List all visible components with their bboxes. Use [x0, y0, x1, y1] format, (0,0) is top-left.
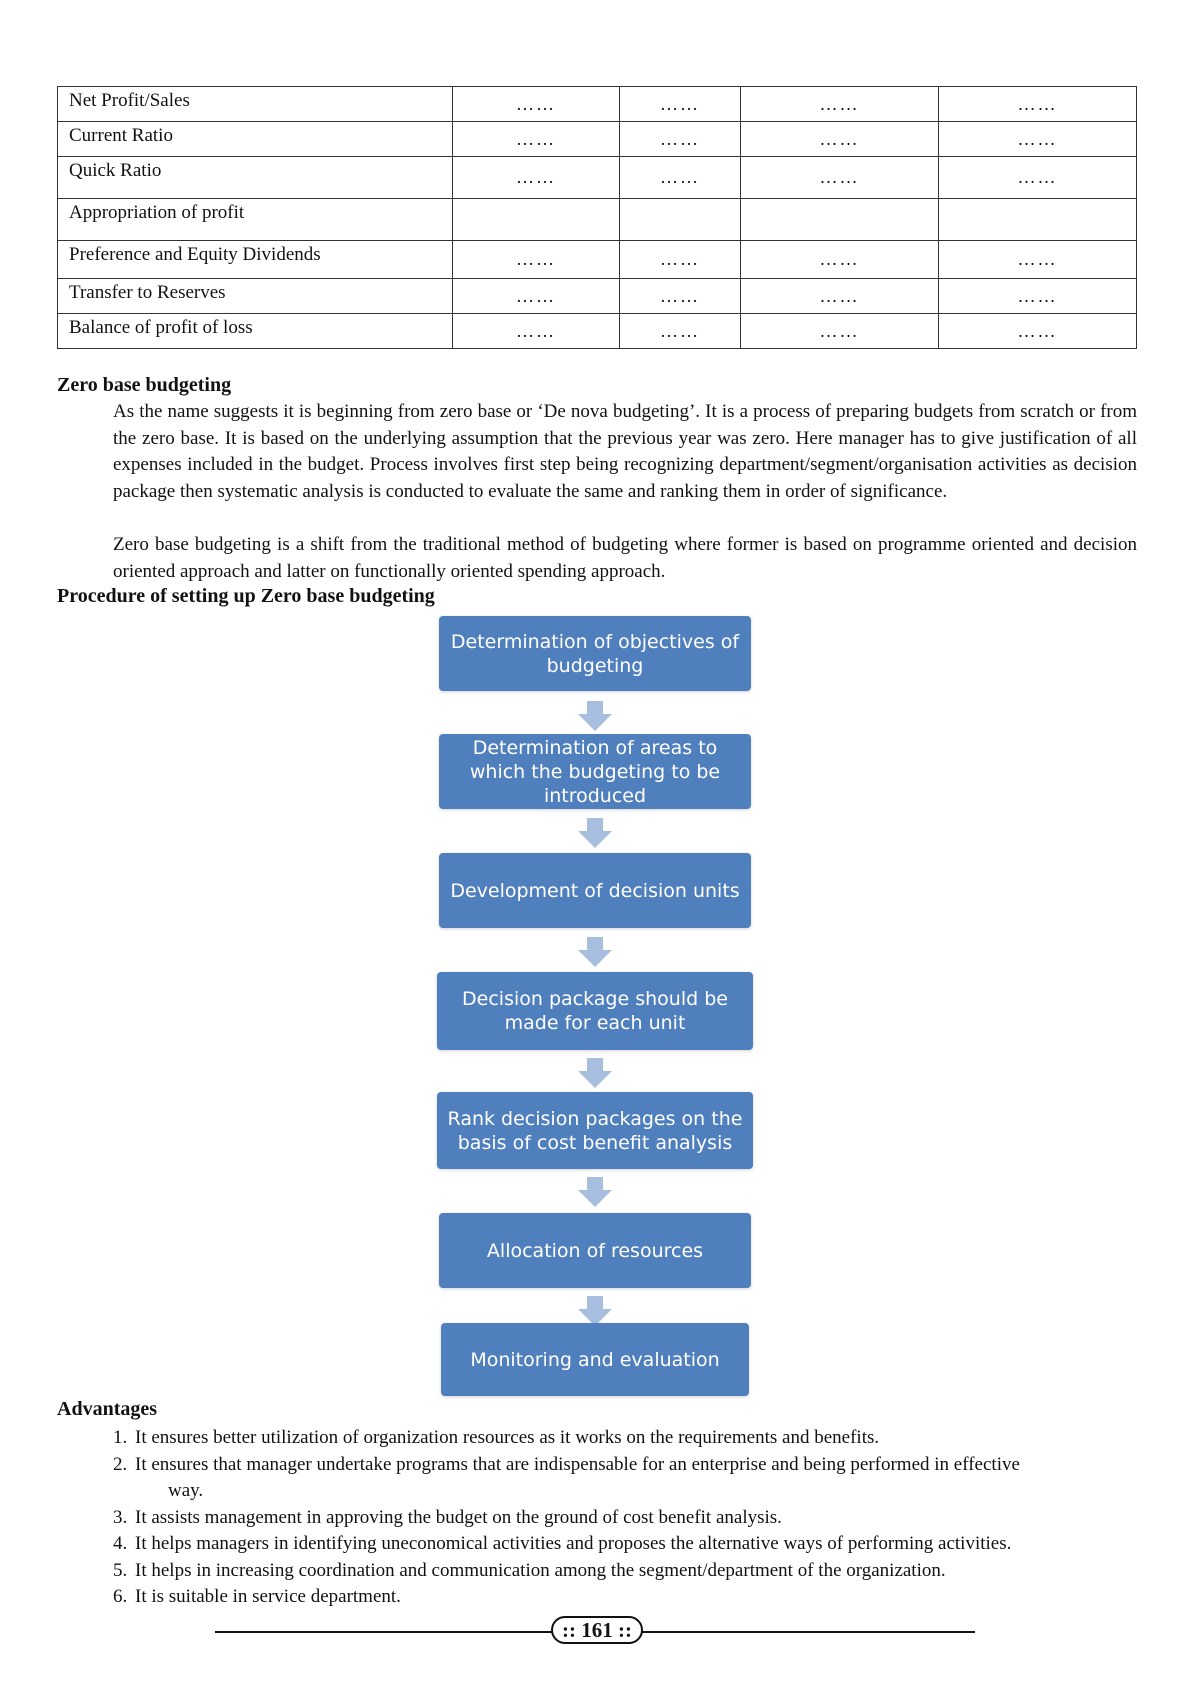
down-arrow-icon: [578, 701, 612, 731]
table-cell: ……: [453, 87, 620, 122]
row-label: Transfer to Reserves: [58, 279, 453, 314]
list-item: [113, 1584, 1137, 1611]
flow-step-allocation: Allocation of resources: [439, 1213, 751, 1288]
table-cell: ……: [939, 314, 1137, 349]
table-cell: ……: [453, 157, 620, 199]
row-label: Preference and Equity Dividends: [58, 241, 453, 279]
item-number: 5.: [113, 1559, 128, 1581]
down-arrow-icon: [578, 937, 612, 967]
item-text: It ensures that manager undertake programs that are indispensable for an enterprise and being performed in effective: [135, 1453, 1020, 1475]
table-cell: ……: [939, 122, 1137, 157]
flow-step-decision-units: Development of decision units: [439, 853, 751, 928]
table-row: [58, 241, 1137, 279]
item-text: It helps in increasing coordination and communication among the segment/department of the organization.: [135, 1559, 946, 1581]
table-cell: ……: [939, 87, 1137, 122]
footer-rule-left: [215, 1631, 553, 1633]
table-cell: ……: [939, 157, 1137, 199]
list-item: [113, 1452, 1137, 1505]
zero-base-paragraph-1: As the name suggests it is beginning from zero base or ‘De nova budgeting’. It is a process of preparing budgets from scratch or from the zero base. It is based on the underlying assumption that the previous year was zero. Here manager has to give justification of all expenses included in the budget. Process involves first step being recognizing department/segment/organisation activities as decision package then systematic analysis is conducted to evaluate the same and ranking them in order of significance.: [113, 401, 1137, 502]
table-cell: ……: [939, 279, 1137, 314]
list-item: [113, 1425, 1137, 1452]
table-cell: ……: [620, 157, 741, 199]
list-item: [113, 1558, 1137, 1585]
item-text-continuation: way.: [168, 1480, 204, 1501]
down-arrow-icon: [578, 1058, 612, 1088]
page-number: :: 161 ::: [551, 1616, 643, 1644]
list-item: [113, 1531, 1137, 1558]
advantages-heading: Advantages: [57, 1398, 158, 1420]
row-label: Net Profit/Sales: [58, 87, 453, 122]
table-cell: ……: [453, 314, 620, 349]
item-number: 6.: [113, 1586, 128, 1607]
item-text: It is suitable in service department.: [135, 1586, 401, 1607]
item-number: 1.: [113, 1427, 128, 1448]
item-number: 4.: [113, 1533, 128, 1554]
table-cell: ……: [741, 122, 939, 157]
table-row: [58, 87, 1137, 122]
down-arrow-icon: [578, 1296, 612, 1326]
zero-base-heading: Zero base budgeting: [57, 374, 232, 396]
table-cell: [939, 199, 1137, 241]
table-cell: [453, 199, 620, 241]
item-number: 3.: [113, 1506, 128, 1528]
row-label: Appropriation of profit: [58, 199, 453, 241]
flow-step-objectives: Determination of objectives of budgeting: [439, 616, 751, 691]
item-text: It ensures better utilization of organization resources as it works on the requirements and benefits.: [135, 1427, 880, 1448]
table-cell: ……: [741, 279, 939, 314]
table-cell: ……: [620, 279, 741, 314]
table-cell: ……: [620, 122, 741, 157]
table-cell: ……: [453, 279, 620, 314]
table-cell: ……: [620, 314, 741, 349]
flow-step-areas: Determination of areas to which the budgeting to be introduced: [439, 734, 751, 809]
ratio-table: [57, 86, 1137, 349]
procedure-flowchart: [432, 616, 758, 1398]
flow-step-decision-package: Decision package should be made for each unit: [437, 972, 753, 1050]
table-cell: ……: [620, 241, 741, 279]
procedure-heading: Procedure of setting up Zero base budgeting: [57, 585, 435, 607]
table-cell: ……: [453, 241, 620, 279]
table-row: [58, 279, 1137, 314]
table-cell: ……: [741, 87, 939, 122]
flow-step-monitoring: Monitoring and evaluation: [441, 1323, 749, 1396]
table-cell: ……: [620, 87, 741, 122]
item-text: It helps managers in identifying uneconomical activities and proposes the alternative ways of performing activities.: [135, 1533, 1012, 1554]
table-cell: ……: [453, 122, 620, 157]
zero-base-paragraph-2: Zero base budgeting is a shift from the traditional method of budgeting where former is based on programme oriented and decision oriented approach and latter on functionally oriented spending approach.: [113, 534, 1137, 582]
down-arrow-icon: [578, 1177, 612, 1207]
flow-step-rank-packages: Rank decision packages on the basis of cost benefit analysis: [437, 1092, 753, 1169]
page-footer: [215, 1616, 975, 1646]
table-row: [58, 199, 1137, 241]
footer-rule-right: [641, 1631, 975, 1633]
row-label: Quick Ratio: [58, 157, 453, 199]
row-label: Current Ratio: [58, 122, 453, 157]
table-cell: ……: [741, 241, 939, 279]
table-cell: [741, 199, 939, 241]
table-cell: ……: [939, 241, 1137, 279]
table-row: [58, 157, 1137, 199]
table-cell: [620, 199, 741, 241]
row-label: Balance of profit of loss: [58, 314, 453, 349]
list-item: [113, 1505, 1137, 1532]
item-number: 2.: [113, 1453, 128, 1475]
advantages-list: [113, 1425, 1137, 1611]
table-row: [58, 122, 1137, 157]
table-row: [58, 314, 1137, 349]
table-cell: ……: [741, 157, 939, 199]
table-cell: ……: [741, 314, 939, 349]
down-arrow-icon: [578, 818, 612, 848]
item-text: It assists management in approving the budget on the ground of cost benefit analysis.: [135, 1506, 782, 1528]
